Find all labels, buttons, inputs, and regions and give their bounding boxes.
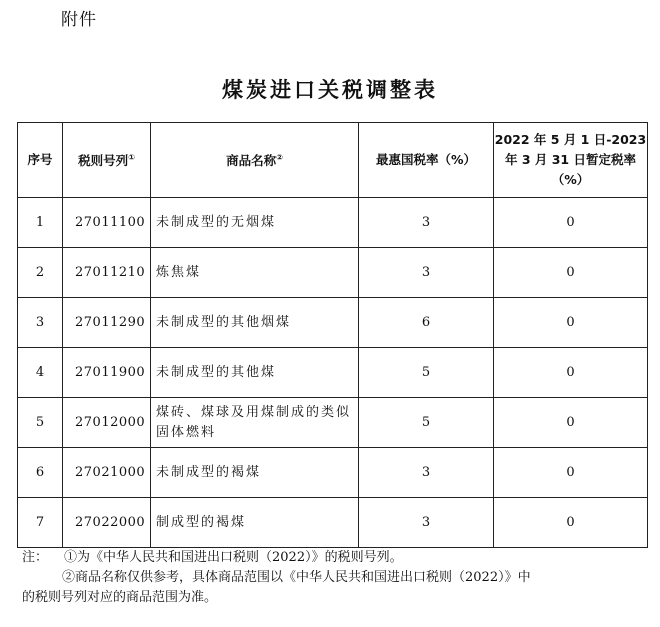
cell-temp-rate: 0 <box>494 448 648 498</box>
footnote-mark-2: ② <box>276 153 283 163</box>
note-2-line-1: ②商品名称仅供参考，具体商品范围以《中华人民共和国进出口税则（2022）》中 <box>62 570 531 585</box>
attachment-label: 附件 <box>61 10 97 30</box>
cell-seq: 2 <box>18 248 63 298</box>
note-1: ①为《中华人民共和国进出口税则（2022）》的税则号列。 <box>64 550 403 565</box>
cell-seq: 4 <box>18 348 63 398</box>
table-row <box>18 398 648 448</box>
cell-mfn-rate: 5 <box>359 398 494 448</box>
cell-mfn-rate: 5 <box>359 348 494 398</box>
table-row <box>18 498 648 548</box>
cell-code: 27011210 <box>63 248 151 298</box>
cell-temp-rate: 0 <box>494 348 648 398</box>
table-row <box>18 348 648 398</box>
cell-seq: 6 <box>18 448 63 498</box>
table-header-row <box>18 123 648 198</box>
cell-name: 炼焦煤 <box>151 248 359 298</box>
table-row <box>18 248 648 298</box>
cell-temp-rate: 0 <box>494 398 648 448</box>
header-mfn-rate: 最惠国税率（%） <box>359 123 494 198</box>
cell-temp-rate: 0 <box>494 298 648 348</box>
cell-code: 27011100 <box>63 198 151 248</box>
notes <box>22 548 652 608</box>
cell-name: 煤砖、煤球及用煤制成的类似固体燃料 <box>151 398 359 448</box>
notes-label: 注： <box>22 550 49 565</box>
cell-mfn-rate: 6 <box>359 298 494 348</box>
cell-seq: 3 <box>18 298 63 348</box>
cell-name: 制成型的褐煤 <box>151 498 359 548</box>
page-title: 煤炭进口关税调整表 <box>222 78 438 102</box>
header-name: 商品名称② <box>151 123 359 198</box>
footnote-mark-1: ① <box>128 153 135 163</box>
cell-mfn-rate: 3 <box>359 198 494 248</box>
cell-seq: 7 <box>18 498 63 548</box>
header-seq: 序号 <box>18 123 63 198</box>
cell-seq: 5 <box>18 398 63 448</box>
table-row <box>18 198 648 248</box>
cell-name: 未制成型的其他烟煤 <box>151 298 359 348</box>
table-row <box>18 448 648 498</box>
header-temp-rate: 2022 年 5 月 1 日-2023 年 3 月 31 日暂定税率 （%） <box>494 123 648 198</box>
cell-temp-rate: 0 <box>494 498 648 548</box>
cell-temp-rate: 0 <box>494 198 648 248</box>
cell-code: 27022000 <box>63 498 151 548</box>
cell-name: 未制成型的无烟煤 <box>151 198 359 248</box>
cell-mfn-rate: 3 <box>359 248 494 298</box>
cell-temp-rate: 0 <box>494 248 648 298</box>
cell-seq: 1 <box>18 198 63 248</box>
cell-mfn-rate: 3 <box>359 498 494 548</box>
cell-code: 27011900 <box>63 348 151 398</box>
cell-name: 未制成型的其他煤 <box>151 348 359 398</box>
table-row <box>18 298 648 348</box>
cell-code: 27012000 <box>63 398 151 448</box>
tariff-table <box>17 122 648 548</box>
note-2-line-2: 的税则号列对应的商品范围为准。 <box>22 590 218 605</box>
cell-name: 未制成型的褐煤 <box>151 448 359 498</box>
header-code: 税则号列① <box>63 123 151 198</box>
cell-code: 27011290 <box>63 298 151 348</box>
cell-code: 27021000 <box>63 448 151 498</box>
cell-mfn-rate: 3 <box>359 448 494 498</box>
